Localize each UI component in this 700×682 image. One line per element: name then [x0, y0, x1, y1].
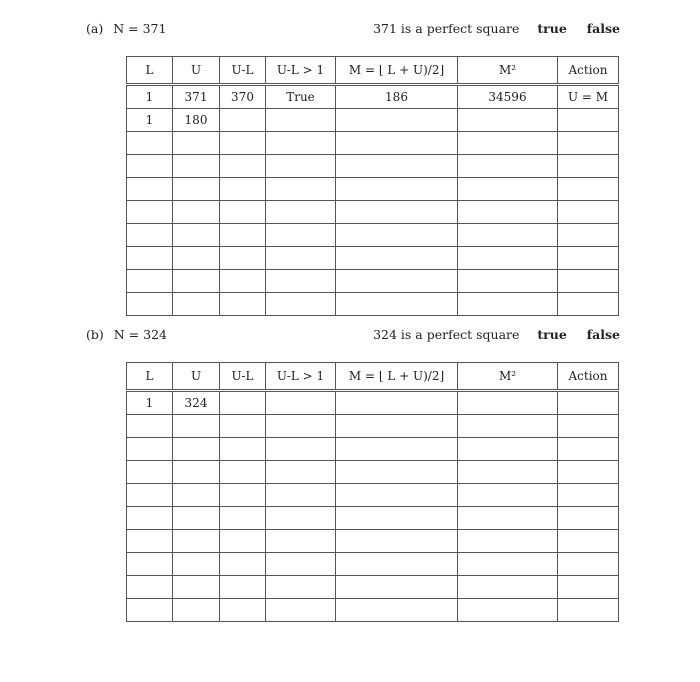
table-cell[interactable] — [127, 270, 173, 293]
table-cell[interactable] — [173, 270, 220, 293]
table-cell[interactable] — [266, 576, 336, 599]
table-cell[interactable]: True — [266, 85, 336, 109]
table-cell[interactable] — [173, 155, 220, 178]
part-b-question-row — [373, 327, 620, 342]
table-cell[interactable] — [336, 553, 458, 576]
table-cell[interactable] — [266, 178, 336, 201]
part-a-option-true[interactable]: true — [537, 21, 567, 36]
table-cell[interactable] — [458, 599, 558, 622]
table-cell[interactable] — [558, 461, 619, 484]
table-cell[interactable] — [458, 461, 558, 484]
table-row — [127, 201, 619, 224]
part-b-option-false[interactable]: false — [586, 327, 620, 342]
table-cell[interactable] — [336, 155, 458, 178]
table-row — [127, 576, 619, 599]
table-cell[interactable] — [173, 415, 220, 438]
table-cell[interactable] — [558, 415, 619, 438]
table-cell[interactable] — [220, 293, 266, 316]
part-b-header-row — [127, 363, 619, 391]
table-cell[interactable] — [266, 553, 336, 576]
table-cell[interactable]: 186 — [336, 85, 458, 109]
table-cell[interactable] — [336, 178, 458, 201]
column-header: U — [173, 363, 220, 391]
table-cell[interactable] — [458, 155, 558, 178]
part-a-table — [126, 56, 619, 316]
table-row — [127, 293, 619, 316]
table-cell[interactable] — [220, 553, 266, 576]
part-b-n: N = 324 — [113, 327, 167, 342]
part-a-question-row — [373, 21, 620, 36]
table-cell[interactable] — [558, 293, 619, 316]
table-cell[interactable]: 1 — [127, 391, 173, 415]
table-cell[interactable] — [558, 132, 619, 155]
table-cell[interactable] — [173, 247, 220, 270]
table-row — [127, 530, 619, 553]
part-a-label: (a) — [86, 21, 104, 36]
table-cell[interactable] — [336, 293, 458, 316]
table-cell[interactable] — [458, 178, 558, 201]
column-header: M² — [458, 57, 558, 85]
table-cell[interactable] — [336, 224, 458, 247]
table-cell[interactable] — [558, 576, 619, 599]
table-cell[interactable]: 370 — [220, 85, 266, 109]
column-header: M² — [458, 363, 558, 391]
table-row — [127, 155, 619, 178]
table-cell[interactable] — [266, 201, 336, 224]
table-cell[interactable] — [173, 461, 220, 484]
table-cell[interactable] — [127, 576, 173, 599]
table-cell[interactable] — [336, 484, 458, 507]
table-cell[interactable] — [173, 132, 220, 155]
table-cell[interactable] — [336, 201, 458, 224]
table-cell[interactable]: 324 — [173, 391, 220, 415]
part-a-header — [86, 21, 620, 41]
table-row — [127, 132, 619, 155]
table-cell[interactable] — [220, 132, 266, 155]
table-cell[interactable] — [266, 484, 336, 507]
table-row — [127, 178, 619, 201]
table-cell[interactable] — [127, 484, 173, 507]
table-cell[interactable] — [127, 599, 173, 622]
table-cell[interactable] — [266, 415, 336, 438]
table-cell[interactable] — [266, 155, 336, 178]
table-cell[interactable] — [336, 270, 458, 293]
table-cell[interactable] — [336, 391, 458, 415]
column-header: U-L — [220, 57, 266, 85]
table-cell[interactable] — [220, 391, 266, 415]
table-cell[interactable] — [336, 461, 458, 484]
table-cell[interactable] — [173, 553, 220, 576]
table-row — [127, 507, 619, 530]
table-cell[interactable] — [266, 530, 336, 553]
table-cell[interactable] — [336, 109, 458, 132]
table-cell[interactable] — [127, 224, 173, 247]
table-row — [127, 247, 619, 270]
table-cell[interactable] — [220, 247, 266, 270]
table-cell[interactable] — [336, 132, 458, 155]
table-cell[interactable] — [558, 178, 619, 201]
part-b-title — [86, 327, 167, 342]
table-cell[interactable] — [220, 224, 266, 247]
table-cell[interactable] — [173, 293, 220, 316]
column-header: L — [127, 363, 173, 391]
table-cell[interactable] — [266, 438, 336, 461]
table-row — [127, 415, 619, 438]
column-header: M = ⌊ L + U)/2⌋ — [336, 363, 458, 391]
column-header: L — [127, 57, 173, 85]
table-cell[interactable] — [558, 201, 619, 224]
table-cell[interactable] — [220, 576, 266, 599]
table-row — [127, 484, 619, 507]
table-cell[interactable] — [173, 178, 220, 201]
table-cell[interactable] — [558, 507, 619, 530]
table-cell[interactable] — [220, 415, 266, 438]
table-cell[interactable] — [173, 438, 220, 461]
table-cell[interactable] — [336, 247, 458, 270]
table-cell[interactable] — [127, 553, 173, 576]
table-cell[interactable] — [336, 438, 458, 461]
table-cell[interactable] — [127, 247, 173, 270]
table-cell[interactable] — [127, 178, 173, 201]
table-cell[interactable] — [220, 507, 266, 530]
part-a-option-false[interactable]: false — [586, 21, 620, 36]
table-cell[interactable] — [127, 415, 173, 438]
part-a-title — [86, 21, 166, 36]
table-cell[interactable] — [220, 461, 266, 484]
table-cell[interactable] — [458, 247, 558, 270]
table-cell[interactable] — [558, 599, 619, 622]
table-row — [127, 599, 619, 622]
table-cell[interactable] — [173, 530, 220, 553]
table-cell[interactable] — [266, 599, 336, 622]
table-cell[interactable] — [458, 438, 558, 461]
column-header: U — [173, 57, 220, 85]
table-cell[interactable] — [266, 224, 336, 247]
part-b-option-true[interactable]: true — [537, 327, 567, 342]
table-cell[interactable] — [266, 507, 336, 530]
table-cell[interactable] — [458, 553, 558, 576]
table-row — [127, 553, 619, 576]
table-cell[interactable] — [127, 438, 173, 461]
table-cell[interactable]: 180 — [173, 109, 220, 132]
table-cell[interactable] — [558, 484, 619, 507]
part-b-table — [126, 362, 619, 622]
column-header: U-L > 1 — [266, 363, 336, 391]
column-header: Action — [558, 57, 619, 85]
table-row — [127, 224, 619, 247]
table-cell[interactable] — [458, 270, 558, 293]
table-cell[interactable] — [458, 132, 558, 155]
table-cell[interactable] — [127, 293, 173, 316]
table-cell[interactable] — [458, 507, 558, 530]
column-header: Action — [558, 363, 619, 391]
part-b-question: 324 is a perfect square — [373, 327, 520, 342]
table-row — [127, 109, 619, 132]
table-cell[interactable] — [458, 293, 558, 316]
table-cell[interactable] — [220, 599, 266, 622]
table-cell[interactable] — [220, 530, 266, 553]
table-cell[interactable] — [336, 599, 458, 622]
table-cell[interactable] — [558, 247, 619, 270]
table-cell[interactable] — [336, 576, 458, 599]
table-cell[interactable] — [220, 438, 266, 461]
part-b-label: (b) — [86, 327, 104, 342]
table-cell[interactable] — [127, 132, 173, 155]
table-cell[interactable] — [127, 507, 173, 530]
part-a-question: 371 is a perfect square — [373, 21, 520, 36]
table-cell[interactable]: 34596 — [458, 85, 558, 109]
table-cell[interactable] — [266, 293, 336, 316]
table-cell[interactable] — [266, 109, 336, 132]
table-cell[interactable] — [266, 461, 336, 484]
column-header: M = ⌊ L + U)/2⌋ — [336, 57, 458, 85]
table-cell[interactable]: 1 — [127, 85, 173, 109]
table-row — [127, 438, 619, 461]
table-cell[interactable] — [220, 484, 266, 507]
table-cell[interactable] — [458, 201, 558, 224]
table-cell[interactable] — [336, 530, 458, 553]
table-cell[interactable] — [558, 155, 619, 178]
table-cell[interactable]: 371 — [173, 85, 220, 109]
table-cell[interactable] — [173, 224, 220, 247]
table-cell[interactable] — [220, 270, 266, 293]
table-cell[interactable] — [558, 270, 619, 293]
table-row — [127, 85, 619, 109]
table-cell[interactable] — [458, 415, 558, 438]
table-cell[interactable] — [558, 391, 619, 415]
table-cell[interactable] — [173, 599, 220, 622]
part-b-header — [86, 327, 620, 347]
table-cell[interactable] — [173, 201, 220, 224]
table-cell[interactable] — [266, 247, 336, 270]
table-cell[interactable] — [558, 438, 619, 461]
table-cell[interactable] — [127, 530, 173, 553]
table-cell[interactable] — [173, 484, 220, 507]
table-cell[interactable] — [266, 132, 336, 155]
table-cell[interactable]: 1 — [127, 109, 173, 132]
table-cell[interactable] — [558, 224, 619, 247]
table-cell[interactable] — [336, 415, 458, 438]
table-row — [127, 391, 619, 415]
table-cell[interactable] — [458, 484, 558, 507]
table-cell[interactable] — [173, 507, 220, 530]
table-cell[interactable]: U = M — [558, 85, 619, 109]
part-a-n: N = 371 — [113, 21, 167, 36]
table-cell[interactable] — [173, 576, 220, 599]
column-header: U-L > 1 — [266, 57, 336, 85]
table-cell[interactable] — [558, 553, 619, 576]
table-cell[interactable] — [458, 109, 558, 132]
table-cell[interactable] — [220, 201, 266, 224]
table-cell[interactable] — [266, 391, 336, 415]
part-a-header-row — [127, 57, 619, 85]
table-cell[interactable] — [458, 530, 558, 553]
table-cell[interactable] — [336, 507, 458, 530]
table-row — [127, 270, 619, 293]
table-cell[interactable] — [127, 201, 173, 224]
table-row — [127, 461, 619, 484]
table-cell[interactable] — [220, 109, 266, 132]
table-cell[interactable] — [127, 155, 173, 178]
table-cell[interactable] — [558, 530, 619, 553]
table-cell[interactable] — [458, 224, 558, 247]
table-cell[interactable] — [220, 178, 266, 201]
table-cell[interactable] — [220, 155, 266, 178]
table-cell[interactable] — [558, 109, 619, 132]
table-cell[interactable] — [458, 391, 558, 415]
column-header: U-L — [220, 363, 266, 391]
table-cell[interactable] — [266, 270, 336, 293]
table-cell[interactable] — [127, 461, 173, 484]
table-cell[interactable] — [458, 576, 558, 599]
